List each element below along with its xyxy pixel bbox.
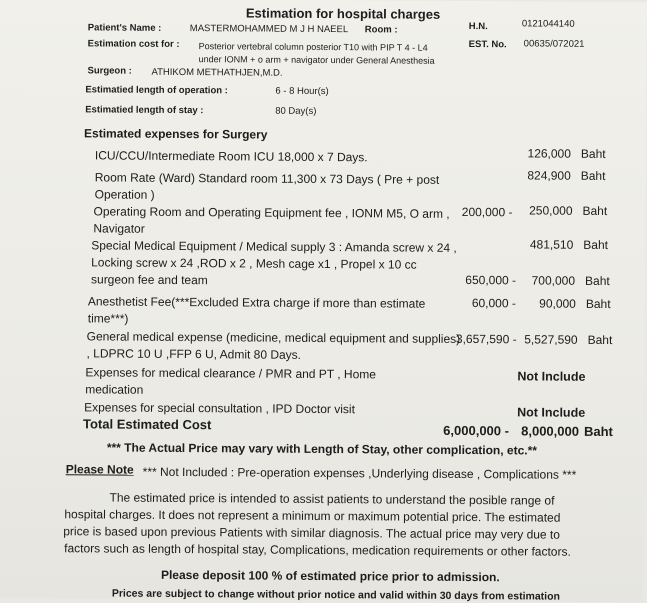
total-amount-high: 8,000,000	[521, 423, 580, 439]
expense-item-surgeon-fee: surgeon fee and team	[90, 272, 208, 288]
expense-item-medical-clearance-cont: medication	[85, 382, 144, 397]
patient-name-label: Patient's Name :	[87, 22, 162, 34]
expense-amount: 126,000	[527, 146, 571, 161]
expense-unit: Baht	[580, 168, 606, 183]
est-value: 00635/072021	[523, 38, 585, 50]
operation-length-value: 6 - 8 Hour(s)	[275, 85, 329, 98]
expense-amount: 5,527,590	[524, 332, 578, 347]
expense-unit: Baht	[587, 332, 613, 348]
surgeon-label: Surgeon :	[87, 65, 132, 77]
room-label: Room :	[364, 24, 398, 36]
expense-unit: Baht	[580, 146, 606, 161]
expense-item-medical-equipment: Special Medical Equipment / Medical supply 3 : Amanda screw x 24 ,	[91, 238, 457, 255]
operation-length-label: Estimatied length of operation :	[85, 84, 228, 97]
deposit-note: Please deposit 100 % of estimated price prior to admission.	[160, 567, 500, 585]
surgeon-value: ATHIKOM METHATHJEN,M.D.	[151, 66, 283, 79]
expense-amount-low: 60,000 -	[471, 296, 516, 311]
expense-item-operating-room: Operating Room and Operating Equipment fee , IONM M5, O arm ,	[93, 204, 450, 221]
expense-amount-low: 200,000 -	[461, 204, 513, 220]
cost-for-line2: under IONM + o arm + navigator under General Anesthesia	[198, 54, 435, 66]
cost-for-line1: Posterior vertebral column posterior T10 with PIP T 4 - L4	[198, 41, 428, 53]
expense-item-room-rate: Room Rate (Ward) Standard room 11,300 x 73 Days ( Pre + post	[94, 170, 440, 187]
expense-item-general-medical: General medical expense (medicine, medical equipment and supplies)	[86, 329, 461, 346]
expense-amount: 481,510	[529, 237, 574, 252]
disclaimer-line-2: hospital charges. It does not represent a minimum or maximum potential price. The estimated	[64, 507, 561, 525]
stay-length-label: Estimatied length of stay :	[85, 104, 204, 117]
expense-amount: 824,900	[527, 168, 571, 183]
expense-amount: 90,000	[539, 296, 576, 311]
est-label: EST. No.	[468, 39, 507, 51]
expense-amount: 700,000	[531, 273, 576, 288]
stay-length-value: 80 Day(s)	[275, 105, 317, 117]
expense-unit: Baht	[585, 296, 611, 312]
patient-name-value: MASTERMOHAMMED M J H NAEEL	[189, 23, 349, 36]
expense-unit: Baht	[584, 273, 610, 289]
total-unit: Baht	[583, 423, 613, 440]
please-note-label: Please Note	[65, 462, 134, 477]
expense-item-anesthetist-fee-cont: time***)	[87, 311, 129, 326]
total-amount-low: 6,000,000 -	[443, 422, 510, 439]
total-label: Total Estimated Cost	[82, 416, 212, 433]
disclaimer-line-4: factors such as length of hospital stay, Complications, medication requirements or other factors.	[64, 541, 571, 559]
disclaimer-line-1: The estimated price is intended to assist patients to understand the posible range of	[109, 490, 555, 508]
expense-item-medical-clearance: Expenses for medical clearance / PMR and PT , Home	[85, 365, 377, 382]
expense-item-general-medical-cont: , LDPRC 10 U ,FFP 6 U, Admit 80 Days.	[86, 346, 302, 362]
please-note-text: *** Not Included : Pre-operation expenses ,Underlying disease , Complications ***	[142, 464, 577, 482]
expense-item-room-rate-cont: Operation )	[94, 187, 155, 202]
expense-item-operating-room-cont: Navigator	[93, 221, 145, 236]
expense-amount: 250,000	[529, 203, 573, 218]
footer-validity-note: Prices are subject to change without prior notice and valid within 30 days from estimation	[111, 587, 560, 603]
actual-price-note: *** The Actual Price may vary with Length of Stay, other complication, etc.**	[106, 440, 538, 458]
not-include-badge: Not Include	[517, 405, 586, 420]
section-title: Estimated expenses for Surgery	[84, 126, 268, 142]
hn-value: 0121044140	[521, 18, 575, 30]
hn-label: H.N.	[468, 21, 488, 33]
expense-item-special-consultation: Expenses for special consultation , IPD Doctor visit	[84, 400, 355, 417]
expense-unit: Baht	[583, 237, 609, 252]
expense-item-icu: ICU/CCU/Intermediate Room ICU 18,000 x 7 Days.	[94, 148, 368, 165]
document-title: Estimation for hospital charges	[245, 5, 441, 22]
cost-for-label: Estimation cost for :	[87, 38, 180, 50]
expense-item-medical-equipment-cont: Locking screw x 24 ,ROD x 2 , Mesh cage x1 , Propel x 10 cc	[91, 255, 417, 272]
not-include-badge: Not Include	[517, 369, 586, 384]
disclaimer-line-3: price is based upon previous Patients with similar diagnosis. The actual price may very due to	[63, 524, 561, 542]
expense-amount-low: 650,000 -	[465, 272, 517, 288]
expense-unit: Baht	[582, 203, 608, 218]
expense-amount-low: 3,657,590 -	[455, 331, 517, 347]
expense-item-anesthetist-fee: Anesthetist Fee(***Excluded Extra charge if more than estimate	[87, 294, 426, 311]
